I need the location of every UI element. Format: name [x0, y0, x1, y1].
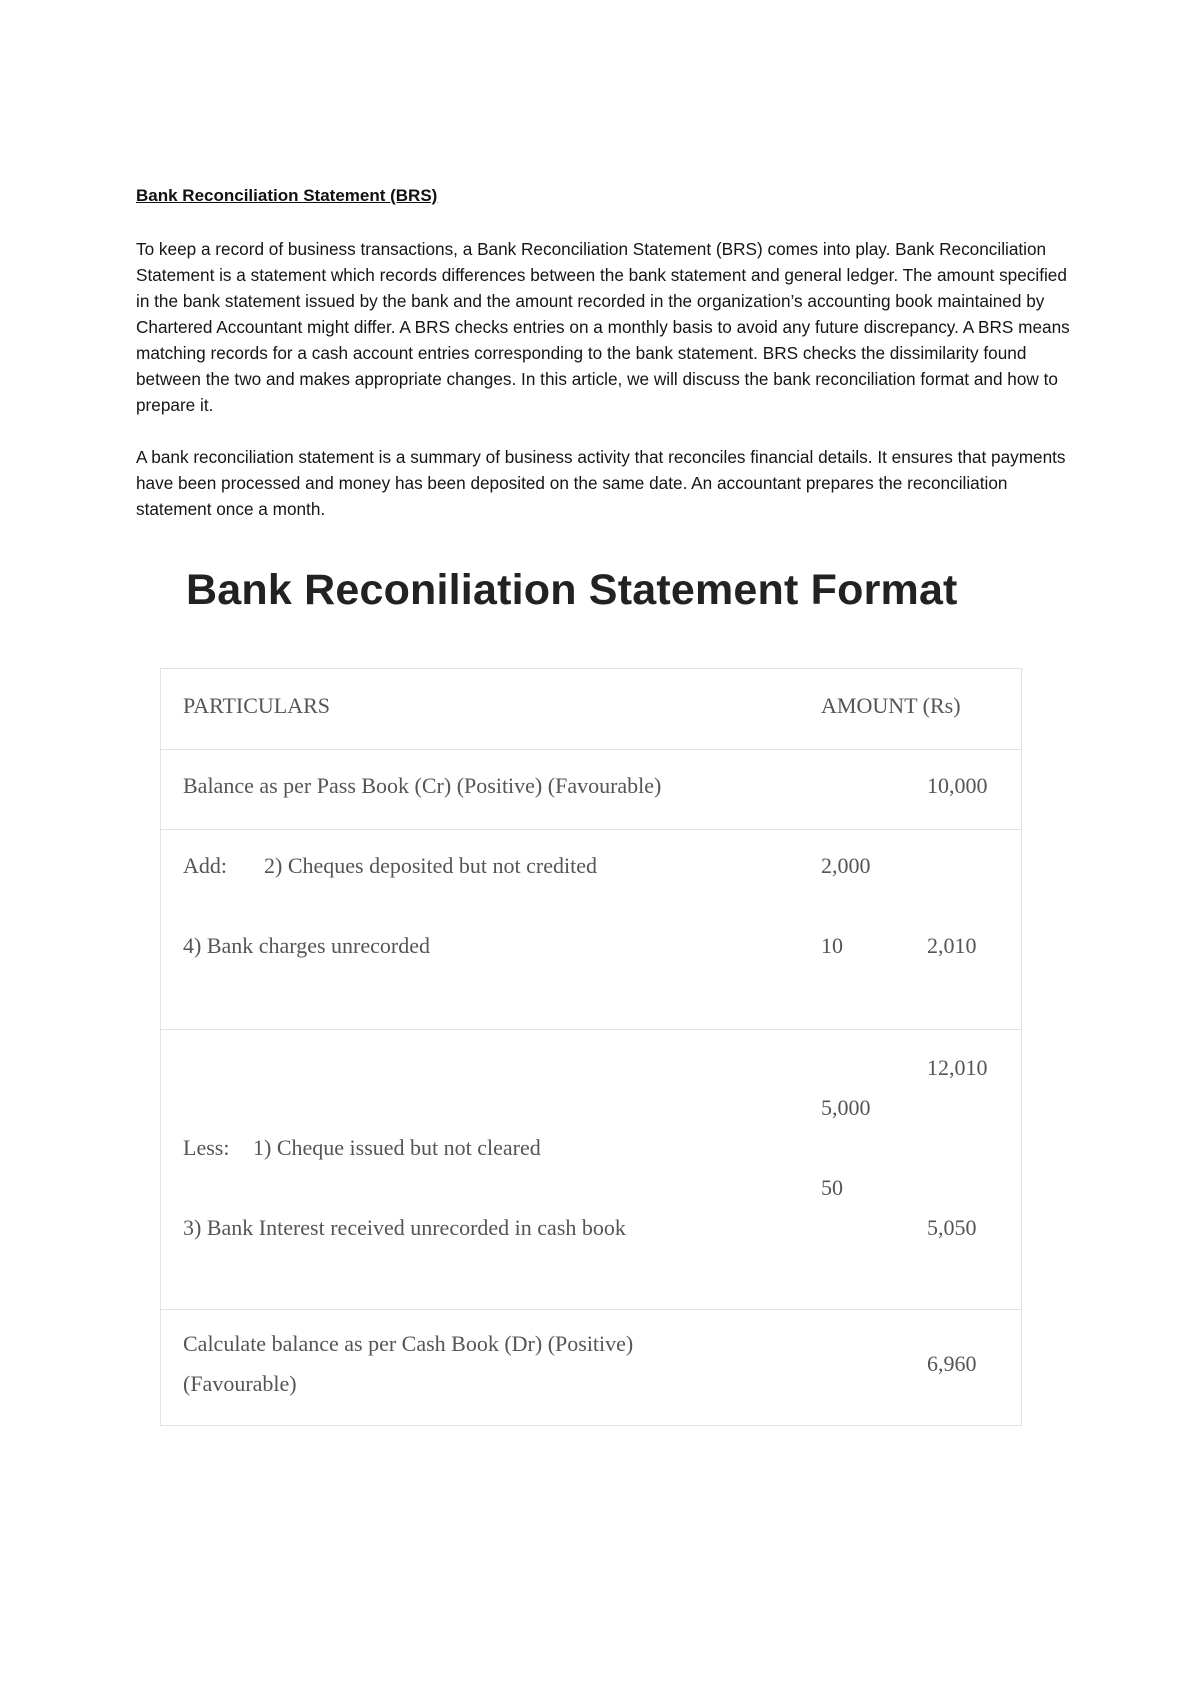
passbook-balance-row: [161, 749, 1021, 830]
table-header-row: [161, 669, 1021, 750]
cashbook-balance-total: 6,960: [927, 1351, 977, 1376]
less-item-2-label: 3) Bank Interest received unrecorded in cash book: [183, 1215, 626, 1240]
passbook-balance-total: 10,000: [927, 773, 988, 798]
add-item-1-amount: 2,000: [821, 853, 871, 878]
intro-paragraph: To keep a record of business transactions, a Bank Reconciliation Statement (BRS) comes into play. Bank Reconciliation Statement is a statement which records differences between the bank statement and general ledger. The amount specified in the bank statement issued by the bank and the amount recorded in the organization’s accounting book maintained by Chartered Accountant might differ. A BRS checks entries on a monthly basis to avoid any future discrepancy. A BRS means matching records for a cash account entries corresponding to the bank statement. BRS checks the dissimilarity found between the two and makes appropriate changes. In this article, we will discuss the bank reconciliation format and how to prepare it.: [136, 239, 1070, 415]
add-section-row: [161, 829, 1021, 1030]
less-item-1-amount: 5,000: [821, 1095, 871, 1120]
cashbook-balance-label-line1: Calculate balance as per Cash Book (Dr) (Positive): [183, 1331, 634, 1356]
particulars-header: PARTICULARS: [183, 693, 331, 718]
add-prefix: Add:: [183, 853, 227, 878]
add-item-2-amount: 10: [821, 933, 843, 958]
cashbook-balance-label-line2: (Favourable): [183, 1371, 297, 1396]
format-heading: Bank Reconiliation Statement Format: [186, 566, 958, 614]
add-total: 2,010: [927, 933, 977, 958]
amount-header: AMOUNT (Rs): [821, 693, 961, 718]
add-item-2-label: 4) Bank charges unrecorded: [183, 933, 430, 958]
less-total: 5,050: [927, 1215, 977, 1240]
less-item-2-amount: 50: [821, 1175, 843, 1200]
running-total: 12,010: [927, 1055, 988, 1080]
less-section-row: [161, 1029, 1021, 1310]
summary-paragraph: A bank reconciliation statement is a summary of business activity that reconciles financial details. It ensures that payments have been processed and money has been deposited on the same date. An accountant prepares the reconciliation statement once a month.: [136, 447, 1066, 519]
less-prefix: Less:: [183, 1135, 230, 1160]
document-title: Bank Reconciliation Statement (BRS): [136, 186, 438, 205]
add-item-1-label: 2) Cheques deposited but not credited: [264, 853, 597, 878]
cashbook-balance-row: [161, 1309, 1021, 1427]
brs-format-table: [160, 668, 1022, 1426]
passbook-balance-label: Balance as per Pass Book (Cr) (Positive) (Favourable): [183, 773, 662, 798]
less-item-1-label: 1) Cheque issued but not cleared: [253, 1135, 541, 1160]
